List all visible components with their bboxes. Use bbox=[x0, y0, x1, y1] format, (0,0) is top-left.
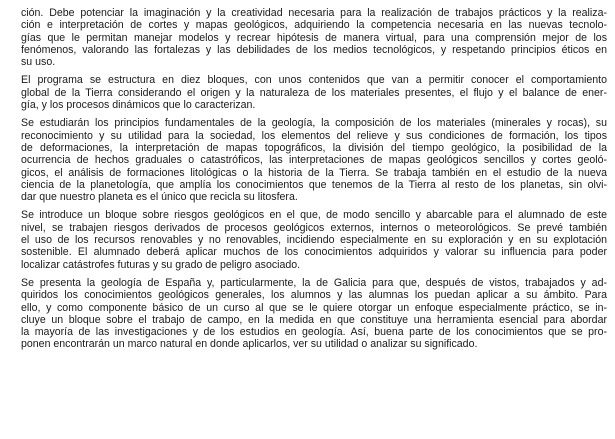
text-line: dar que nuestro planeta es el único que recicla su litosfera. bbox=[21, 191, 298, 204]
text-line: gías que le permitan manejar modelos y recrear hipótesis de manera virtual, para una comprensión mejor de los bbox=[21, 31, 607, 44]
text-line: El programa se estructura en diez bloques, con unos contenidos que van a permitir conocer el comportamiento bbox=[21, 74, 607, 87]
paragraph-4 bbox=[21, 209, 607, 270]
paragraph-3 bbox=[21, 117, 607, 203]
paragraph-2 bbox=[21, 74, 607, 111]
text-line: reconocimiento y su utilidad para la sociedad, los elementos del relieve y sus condiciones de formación, los tipos bbox=[21, 129, 607, 142]
text-line: localizar catástrofes futuras y su grado de peligro asociado. bbox=[21, 258, 301, 271]
paragraph-5 bbox=[21, 277, 607, 351]
text-line: ciencia de la planetología, que amplía los conocimientos que tenemos de la Tierra al resto de los planetas, sin olvi- bbox=[21, 178, 607, 191]
text-line: sostenible. El alumnado deberá aplicar muchos de los conocimientos adquiridos y valorar su influencia para poder bbox=[21, 246, 607, 259]
paragraph-1 bbox=[21, 7, 607, 68]
text-line: ponen encontrarán un marco natural en donde aplicarlos, ver su utilidad o analizar su significado. bbox=[21, 338, 478, 351]
text-line: gicos, el análisis de formaciones litológicas o la historia de la Tierra. Se trabaja también en el estudio de la nueva bbox=[21, 166, 607, 179]
text-line: la mayoría de las investigaciones y de los estudios en geología. Así, buena parte de los conocimientos que se pro- bbox=[21, 326, 607, 339]
text-line: quiridos los conocimientos geológicos generales, los alumnos y las alumnas los puedan aplicar a su ámbito. Para bbox=[21, 289, 607, 302]
text-line: el uso de los recursos renovables y no renovables, incidiendo especialmente en su exploración y en su explotación bbox=[21, 234, 607, 247]
text-line: ción. Debe potenciar la imaginación y la creatividad necesaria para la realización de trabajos prácticos y la realiza- bbox=[21, 7, 607, 19]
text-line: ello, y como componente básico de un curso al que se le quiere otorgar un enfoque especialmente práctico, se in- bbox=[21, 301, 607, 314]
text-line: su uso. bbox=[21, 56, 56, 69]
text-line: ción e interpretación de cortes y mapas geológicos, adquiriendo la competencia necesaria en las nuevas tecnolo- bbox=[21, 19, 607, 32]
text-line: gía, y los procesos dinámicos que lo caracterizan. bbox=[21, 99, 256, 112]
text-line: nivel, se trabajen riesgos derivados de procesos geológicos externos, internos o meteorológicos. Se prevé también bbox=[21, 221, 607, 234]
text-line: Se presenta la geología de España y, particularmente, la de Galicia para que, después de vistos, trabajados y ad- bbox=[21, 276, 607, 289]
text-line: fenómenos, valorando las fortalezas y las debilidades de los medios tecnológicos, y respetando principios éticos en bbox=[21, 43, 607, 56]
document-body bbox=[21, 7, 607, 357]
text-line: ocurrencia de hechos graduales o catastróficos, las interpretaciones de mapas geológicos sencillos y cortes geoló- bbox=[21, 154, 607, 167]
text-line: cluye un bloque sobre el trabajo de campo, en la medida en que constituye una herramienta esencial para abordar bbox=[21, 313, 607, 326]
text-line: Se estudiarán los principios fundamentales de la geología, la composición de los materiales (minerales y rocas), su bbox=[21, 117, 607, 130]
text-line: Se introduce un bloque sobre riesgos geológicos en el que, de modo sencillo y abarcable para el alumnado de este bbox=[21, 209, 607, 222]
text-line: de deformaciones, la interpretación de mapas topográficos, la división del tiempo geológico, la posibilidad de la bbox=[21, 141, 607, 154]
text-line: global de la Tierra considerando el origen y la naturaleza de los materiales presentes, el flujo y el balance de ener- bbox=[21, 86, 607, 99]
